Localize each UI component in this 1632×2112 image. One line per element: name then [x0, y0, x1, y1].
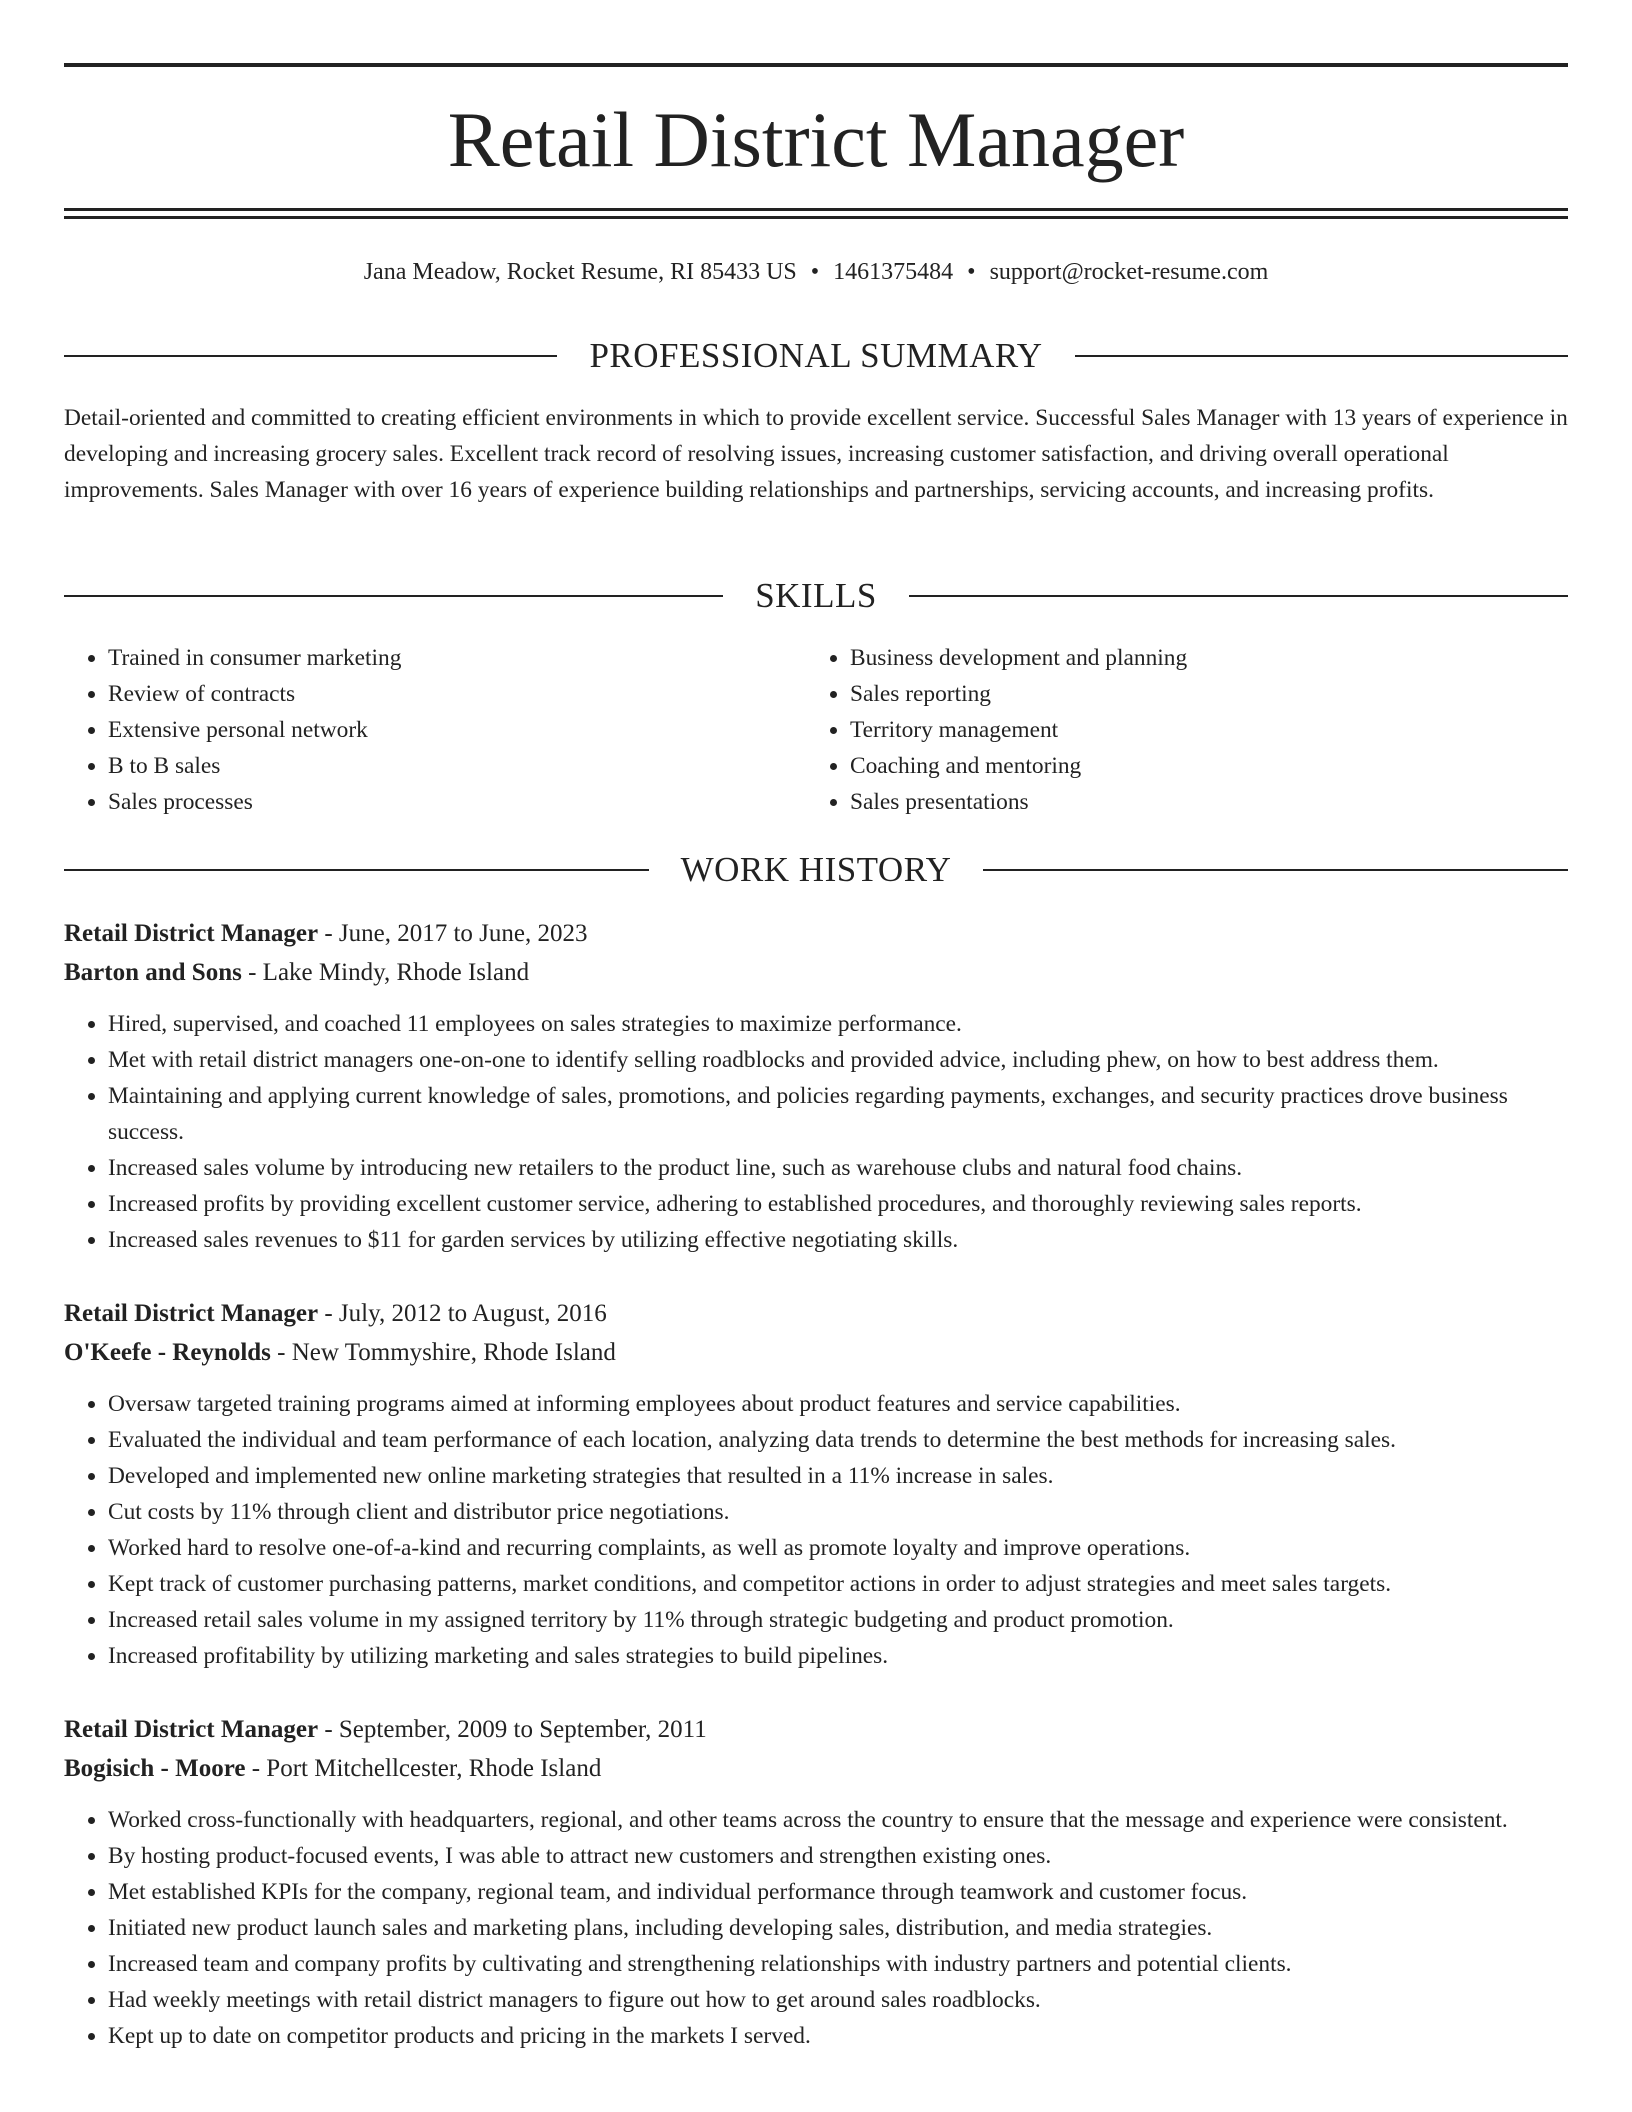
job-entry	[64, 1294, 1568, 1674]
skill-item: • Extensive personal network	[108, 712, 806, 748]
skill-item: • Review of contracts	[108, 676, 806, 712]
job-bullet: • Kept up to date on competitor products and pricing in the markets I served.	[108, 2018, 1568, 2054]
job-bullet: • Increased profitability by utilizing marketing and sales strategies to build pipelines.	[108, 1638, 1568, 1674]
section-rule-left	[64, 595, 723, 597]
job-bullet: • Worked hard to resolve one-of-a-kind and recurring complaints, as well as promote loyalty and improve operations.	[108, 1530, 1568, 1566]
skill-item: • Trained in consumer marketing	[108, 640, 806, 676]
job-company: Bogisich - Moore	[64, 1755, 246, 1782]
job-bullets	[64, 1386, 1568, 1674]
section-rule-right	[983, 869, 1568, 871]
section-title-summary: PROFESSIONAL SUMMARY	[589, 336, 1043, 375]
job-bullets	[64, 1802, 1568, 2054]
job-company-line	[64, 1749, 1568, 1788]
section-rule-left	[64, 355, 557, 357]
contact-phone: 1461375484	[833, 259, 954, 285]
job-bullet: • Initiated new product launch sales and marketing plans, including developing sales, distribution, and media strategies.	[108, 1910, 1568, 1946]
skill-item: • Sales reporting	[850, 676, 1548, 712]
contact-line	[64, 254, 1568, 290]
skill-item: • Sales presentations	[850, 784, 1548, 820]
job-bullet: • Increased sales revenues to $11 for garden services by utilizing effective negotiating skills.	[108, 1222, 1568, 1258]
section-heading-skills	[64, 574, 1568, 618]
job-bullet: • Increased retail sales volume in my assigned territory by 11% through strategic budgeting and product promotion.	[108, 1602, 1568, 1638]
job-bullet: • Kept track of customer purchasing patterns, market conditions, and competitor actions in order to adjust strategies and meet sales targets.	[108, 1566, 1568, 1602]
skills-list	[64, 640, 1568, 820]
job-company-line	[64, 953, 1568, 992]
header-double-rule-bottom	[64, 216, 1568, 219]
job-title: Retail District Manager	[64, 1716, 319, 1743]
job-dates: - July, 2012 to August, 2016	[318, 1300, 607, 1327]
job-bullet: • Developed and implemented new online marketing strategies that resulted in a 11% increase in sales.	[108, 1458, 1568, 1494]
job-dates: - September, 2009 to September, 2011	[318, 1716, 707, 1743]
job-company: Barton and Sons	[64, 959, 242, 986]
contact-address: Jana Meadow, Rocket Resume, RI 85433 US	[363, 259, 797, 285]
job-title: Retail District Manager	[64, 1300, 319, 1327]
job-dates: - June, 2017 to June, 2023	[318, 920, 588, 947]
skill-item: • Territory management	[850, 712, 1548, 748]
job-entry	[64, 914, 1568, 1258]
skills-column-left	[64, 640, 806, 820]
section-title-work-history: WORK HISTORY	[680, 850, 952, 889]
job-bullet: • Met established KPIs for the company, regional team, and individual performance through teamwork and customer focus.	[108, 1874, 1568, 1910]
job-company: O'Keefe - Reynolds	[64, 1339, 271, 1366]
job-bullet: • Cut costs by 11% through client and distributor price negotiations.	[108, 1494, 1568, 1530]
job-company-line	[64, 1333, 1568, 1372]
section-title-skills: SKILLS	[755, 576, 877, 615]
professional-summary-text: Detail-oriented and committed to creating efficient environments in which to provide excellent service. Successful Sales Manager with 13 years of experience in developing and increasing grocery sales. Excellent track record of resolving issues, increasing customer satisfaction, and driving overall operational improvements. Sales Manager with over 16 years of experience building relationships and partnerships, servicing accounts, and increasing profits.	[64, 405, 1568, 503]
section-rule-left	[64, 869, 649, 871]
section-heading-summary	[64, 334, 1568, 378]
skill-item: • Sales processes	[108, 784, 806, 820]
contact-separator: •	[967, 259, 976, 285]
job-location: - Lake Mindy, Rhode Island	[241, 959, 530, 986]
job-bullet: • Hired, supervised, and coached 11 employees on sales strategies to maximize performance.	[108, 1006, 1568, 1042]
job-bullet: • Evaluated the individual and team performance of each location, analyzing data trends to determine the best methods for increasing sales.	[108, 1422, 1568, 1458]
job-bullet: • Had weekly meetings with retail district managers to figure out how to get around sales roadblocks.	[108, 1982, 1568, 2018]
skills-column-right	[806, 640, 1548, 820]
section-rule-right	[1075, 355, 1568, 357]
job-bullet: • Maintaining and applying current knowledge of sales, promotions, and policies regarding payments, exchanges, and security practices drove business success.	[108, 1078, 1568, 1150]
job-location: - New Tommyshire, Rhode Island	[270, 1339, 616, 1366]
section-heading-work-history	[64, 848, 1568, 892]
section-rule-right	[909, 595, 1568, 597]
top-rule	[64, 63, 1568, 67]
job-bullet: • Increased profits by providing excellent customer service, adhering to established procedures, and thoroughly reviewing sales reports.	[108, 1186, 1568, 1222]
job-title-line	[64, 1710, 1568, 1749]
job-bullet: • Increased team and company profits by cultivating and strengthening relationships with industry partners and potential clients.	[108, 1946, 1568, 1982]
job-bullets	[64, 1006, 1568, 1258]
resume-title: Retail District Manager	[447, 96, 1185, 183]
job-entry	[64, 1710, 1568, 2054]
contact-separator: •	[810, 259, 820, 285]
job-bullet: • Met with retail district managers one-on-one to identify selling roadblocks and provided advice, including phew, on how to best address them.	[108, 1042, 1568, 1078]
skill-item: • B to B sales	[108, 748, 806, 784]
job-title: Retail District Manager	[64, 920, 319, 947]
contact-email[interactable]: support@rocket-resume.com	[989, 259, 1269, 285]
skill-item: • Coaching and mentoring	[850, 748, 1548, 784]
job-title-line	[64, 914, 1568, 953]
job-bullet: • Worked cross-functionally with headquarters, regional, and other teams across the country to ensure that the message and experience were consistent.	[108, 1802, 1568, 1838]
job-title-line	[64, 1294, 1568, 1333]
job-bullet: • Oversaw targeted training programs aimed at informing employees about product features and service capabilities.	[108, 1386, 1568, 1422]
job-bullet: • By hosting product-focused events, I was able to attract new customers and strengthen existing ones.	[108, 1838, 1568, 1874]
header-double-rule-top	[64, 208, 1568, 211]
job-location: - Port Mitchellcester, Rhode Island	[245, 1755, 602, 1782]
skill-item: • Business development and planning	[850, 640, 1548, 676]
job-bullet: • Increased sales volume by introducing new retailers to the product line, such as warehouse clubs and natural food chains.	[108, 1150, 1568, 1186]
